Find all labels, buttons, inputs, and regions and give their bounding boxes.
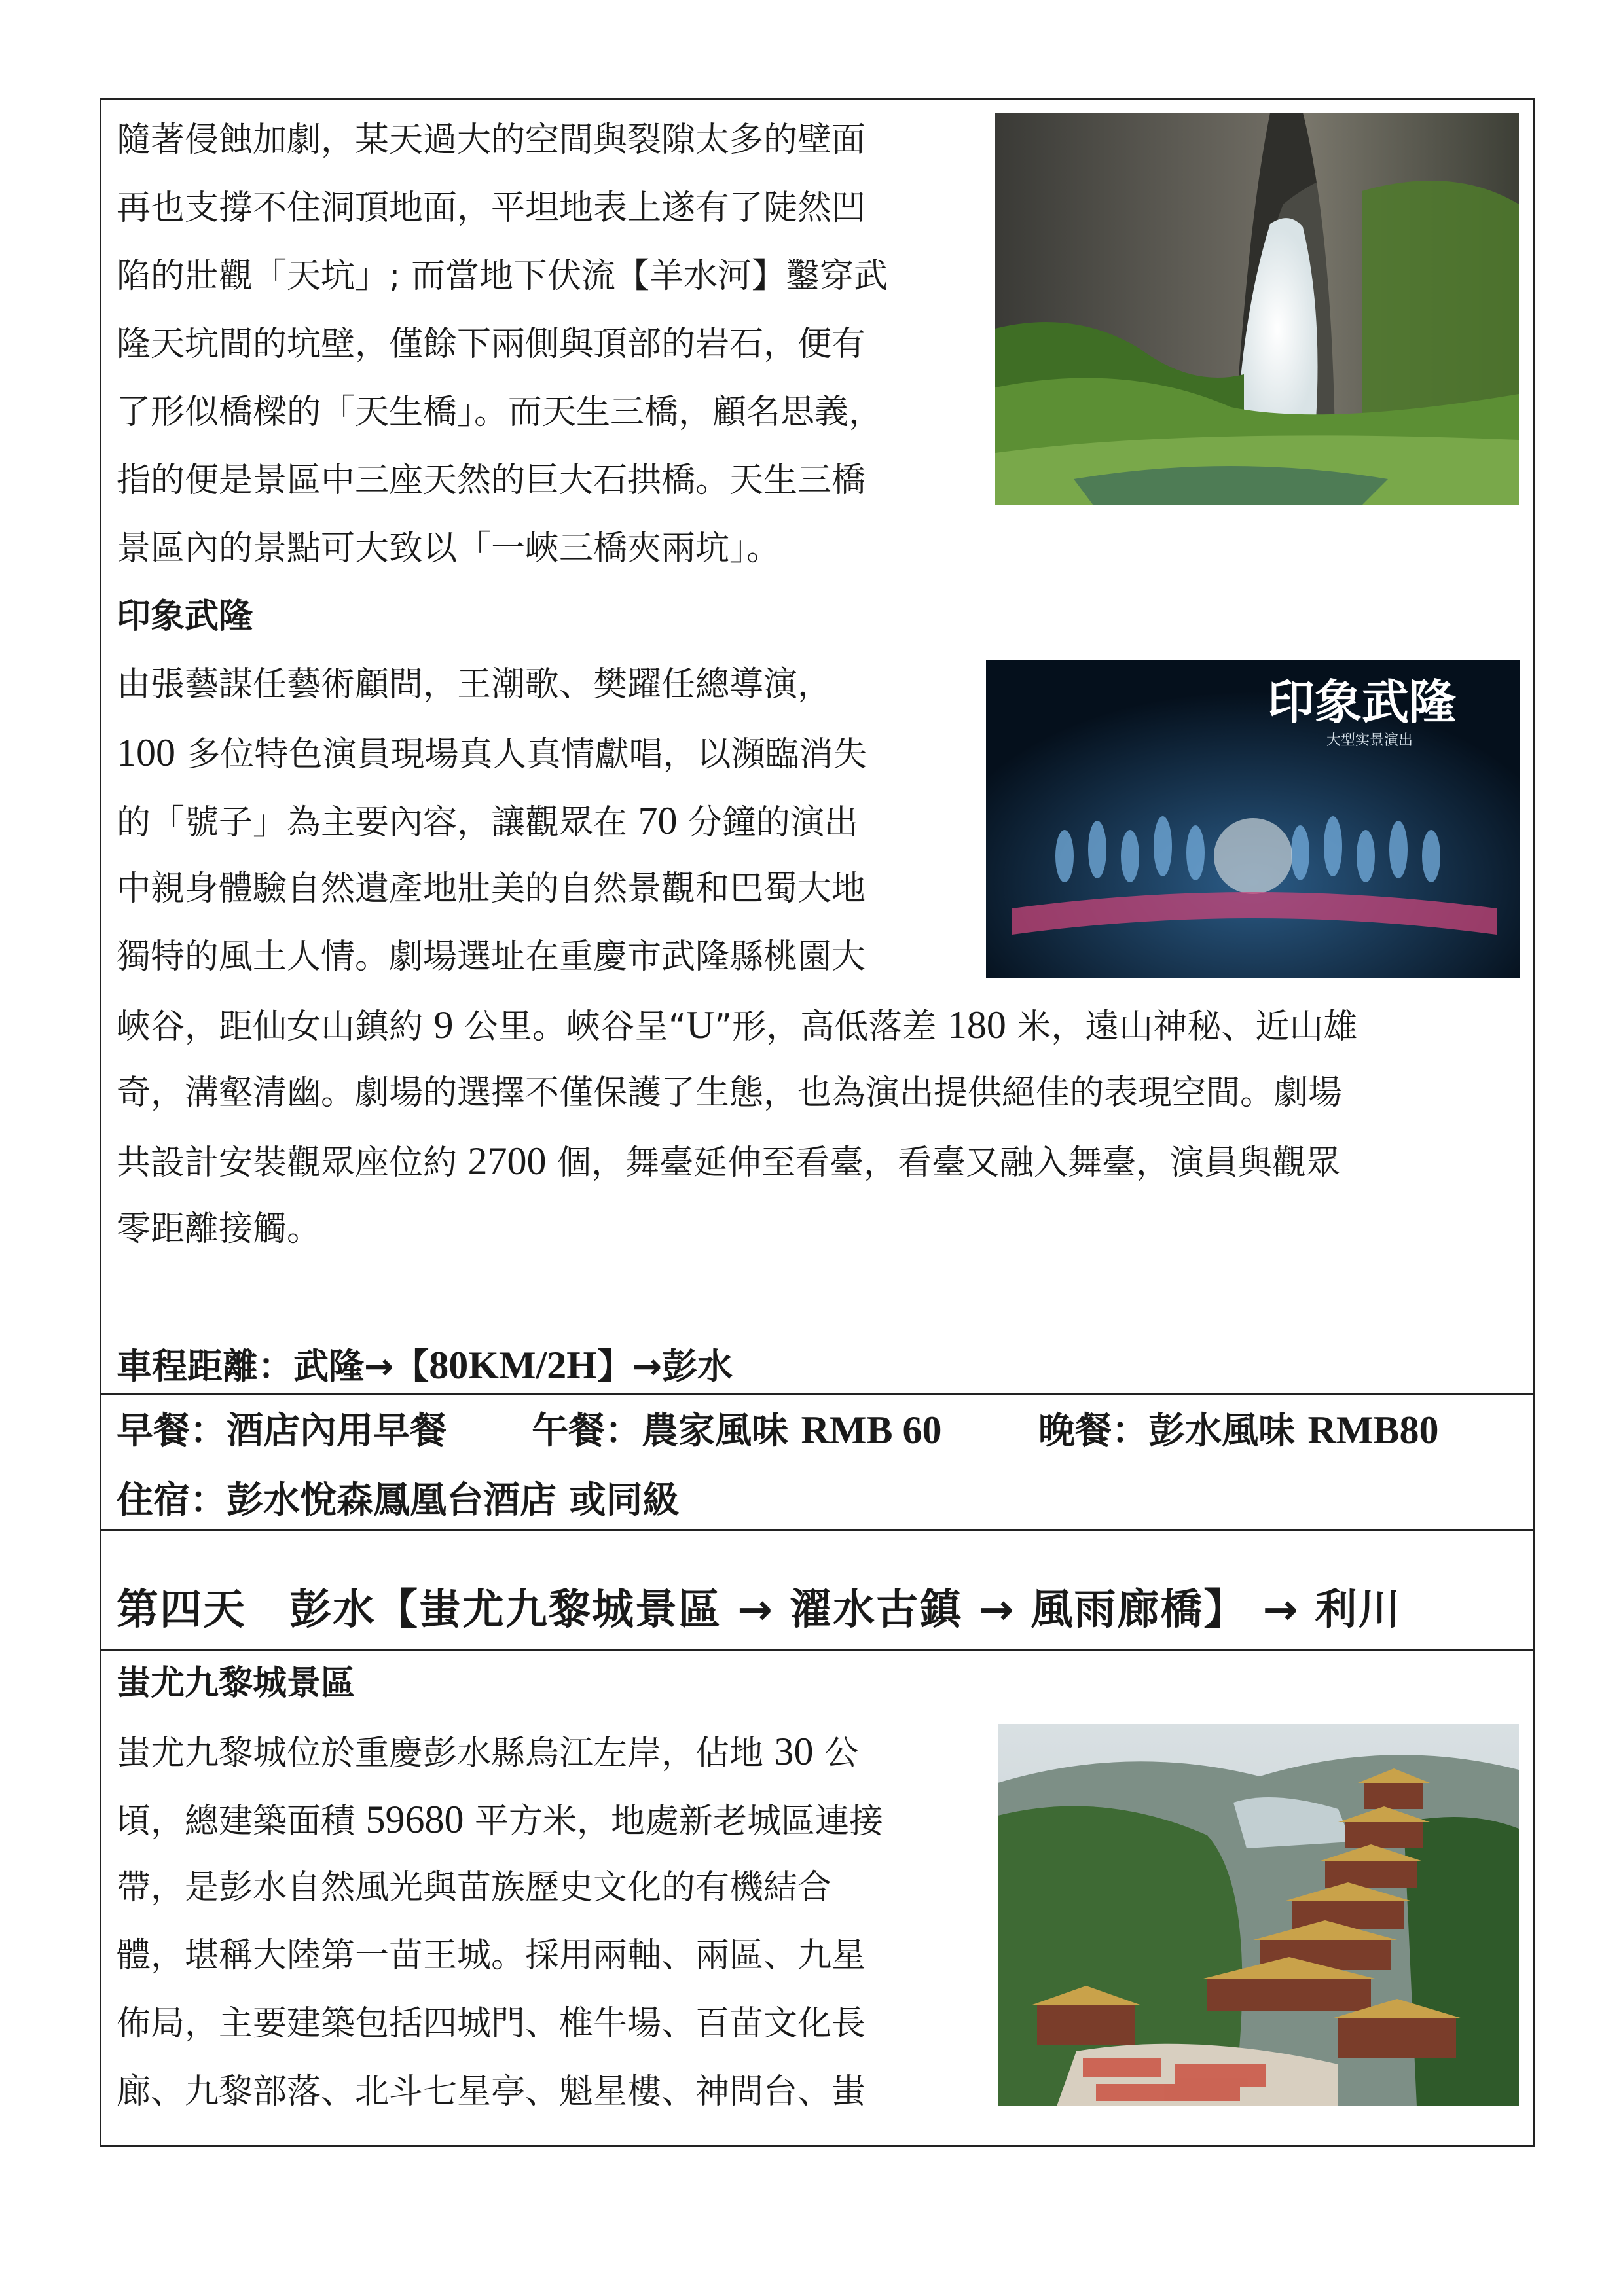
text-span: 分鐘的演出 bbox=[677, 803, 859, 842]
dinner-label: 晚餐：彭水風味 bbox=[1038, 1410, 1308, 1452]
drive-distance bbox=[117, 1331, 733, 1401]
text-line: 陷的壯觀「天坑」; 而當地下伏流【羊水河】鑿穿武 bbox=[117, 257, 888, 296]
text-line: 廊、九黎部落、北斗七星亭、魁星樓、神問台、蚩 bbox=[117, 2072, 866, 2111]
poster-subtitle: 大型实景演出 bbox=[1326, 732, 1413, 749]
show-minutes: 70 bbox=[638, 799, 678, 842]
text-line: 佈局，主要建築包括四城門、椎牛場、百苗文化長 bbox=[117, 2004, 866, 2043]
drive-km-hours: 80KM/2H bbox=[429, 1344, 597, 1387]
hotel: 住宿：彭水悅森鳳凰台酒店 或同級 bbox=[117, 1479, 680, 1522]
text-span: 頃，總建築面積 bbox=[117, 1802, 366, 1841]
tiansheng-bridge-photo bbox=[995, 113, 1519, 505]
text-span: 公 bbox=[813, 1734, 859, 1773]
performer-count: 100 bbox=[117, 731, 175, 774]
text-line bbox=[117, 1717, 858, 1787]
text-line bbox=[117, 1127, 1340, 1197]
text-span: 個，舞臺延伸至看臺，看臺又融入舞臺，演員與觀眾 bbox=[546, 1143, 1341, 1183]
lunch-price: RMB 60 bbox=[801, 1408, 942, 1452]
text-span: 米，遠山神秘、近山雄 bbox=[1006, 1007, 1358, 1047]
text-span: 的「號子」為主要內容，讓觀眾在 bbox=[117, 803, 638, 842]
floor-area: 59680 bbox=[365, 1798, 464, 1841]
jiuli-heading: 蚩尤九黎城景區 bbox=[117, 1664, 356, 1703]
text-span: 峽谷，距仙女山鎮約 bbox=[117, 1007, 434, 1047]
text-span: 共設計安裝觀眾座位約 bbox=[117, 1143, 468, 1183]
impression-heading: 印象武隆 bbox=[117, 597, 253, 636]
text-line: 隨著侵蝕加劇，某天過大的空間與裂隙太多的壁面 bbox=[117, 120, 866, 160]
text-line: 零距離接觸。 bbox=[117, 1210, 321, 1249]
text-line bbox=[117, 719, 867, 789]
text-line bbox=[117, 787, 858, 857]
text-line: 隆天坑間的坑壁，僅餘下兩側與頂部的岩石，便有 bbox=[117, 325, 866, 364]
dinner bbox=[1038, 1402, 1438, 1454]
divider-day4 bbox=[100, 1529, 1535, 1531]
text-line: 獨特的風土人情。劇場選址在重慶市武隆縣桃園大 bbox=[117, 937, 866, 977]
height-drop: 180 bbox=[947, 1003, 1006, 1047]
breakfast: 早餐：酒店內用早餐 bbox=[117, 1410, 447, 1452]
area-hectares: 30 bbox=[774, 1730, 814, 1773]
text-line: 景區內的景點可大致以「一峽三橋夾兩坑」。 bbox=[117, 529, 781, 568]
text-span: ”形，高低落差 bbox=[714, 1007, 947, 1047]
drive-destination: 】→彭水 bbox=[596, 1346, 733, 1387]
text-line bbox=[117, 1785, 883, 1856]
text-line: 中親身體驗自然遺產地壯美的自然景觀和巴蜀大地 bbox=[117, 869, 866, 908]
poster-title: 印象武隆 bbox=[1267, 674, 1457, 730]
text-line: 再也支撐不住洞頂地面，平坦地表上遂有了陡然凹 bbox=[117, 188, 866, 228]
text-span: 平方米，地處新老城區連接 bbox=[464, 1802, 884, 1841]
day4-title: 第四天 彭水【蚩尤九黎城景區 → 濯水古鎮 → 風雨廊橋】 → 利川 bbox=[117, 1586, 1402, 1634]
text-span: 蚩尤九黎城位於重慶彭水縣烏江左岸，佔地 bbox=[117, 1734, 775, 1773]
text-line: 了形似橋樑的「天生橋」。而天生三橋，顧名思義， bbox=[117, 393, 883, 432]
text-span: 多位特色演員現場真人真情獻唱，以瀕臨消失 bbox=[175, 735, 867, 774]
text-line: 帶，是彭水自然風光與苗族歷史文化的有機結合 bbox=[117, 1868, 832, 1907]
seat-count: 2700 bbox=[467, 1139, 547, 1183]
text-line: 奇，溝壑清幽。劇場的選擇不僅保護了生態，也為演出提供絕佳的表現空間。劇場 bbox=[117, 1073, 1343, 1113]
text-line: 指的便是景區中三座天然的巨大石拱橋。天生三橋 bbox=[117, 461, 866, 500]
jiuli-city-photo bbox=[998, 1724, 1519, 2106]
text-line bbox=[117, 991, 1357, 1061]
drive-label: 車程距離：武隆→【 bbox=[117, 1346, 429, 1387]
lunch-label: 午餐：農家風味 bbox=[532, 1410, 801, 1452]
dinner-price: RMB80 bbox=[1307, 1408, 1439, 1452]
text-line: 體，堪稱大陸第一苗王城。採用兩軸、兩區、九星 bbox=[117, 1936, 866, 1975]
text-span: 公里。峽谷呈“ bbox=[453, 1007, 687, 1047]
impression-wulong-poster bbox=[986, 660, 1520, 978]
text-line: 由張藝謀任藝術顧問，王潮歌、樊躍任總導演， bbox=[117, 665, 832, 704]
u-shape: U bbox=[686, 1003, 715, 1047]
lunch bbox=[532, 1402, 941, 1454]
distance-km: 9 bbox=[433, 1003, 454, 1047]
